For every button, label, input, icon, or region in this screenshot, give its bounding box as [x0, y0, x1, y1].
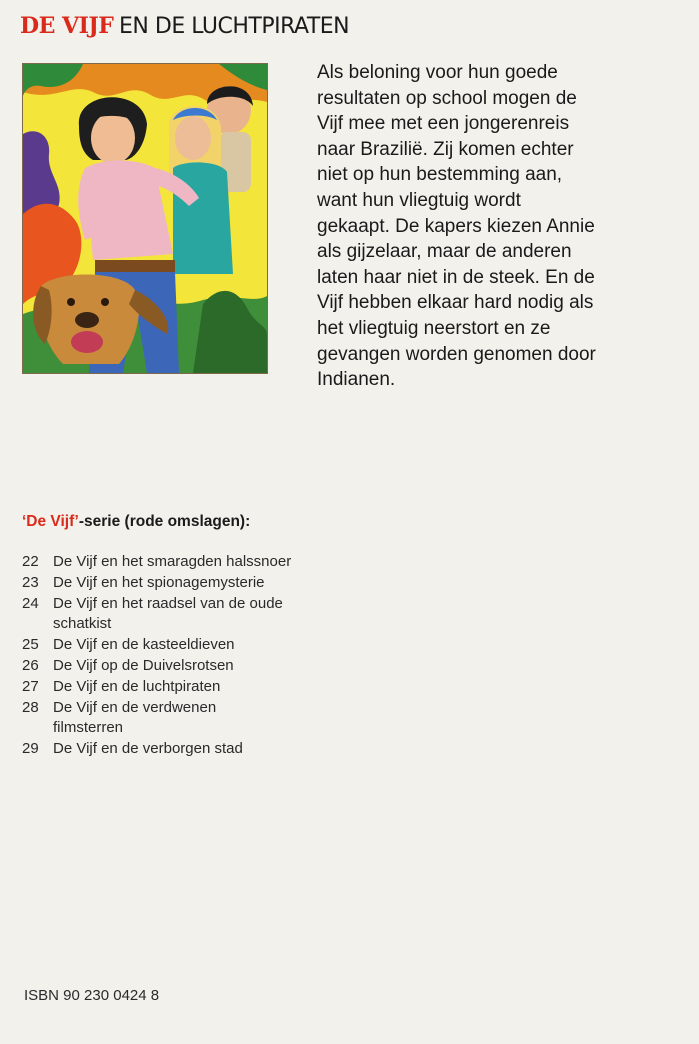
book-number: 24	[22, 594, 39, 612]
book-title: De Vijf en het spionagemysterie	[53, 573, 265, 591]
series-brand-title: DE VIJF	[20, 13, 114, 39]
book-title: De Vijf en het raadsel van de oude schatkist	[53, 594, 283, 633]
book-number: 27	[22, 677, 39, 695]
cover-illustration	[22, 63, 268, 374]
book-number: 28	[22, 698, 39, 716]
book-title: De Vijf en de verborgen stad	[53, 740, 243, 758]
book-number: 22	[22, 553, 39, 570]
book-number: 23	[22, 573, 39, 591]
book-title: De Vijf en de verdwenen filmsterren	[53, 698, 217, 737]
series-heading-brand: ‘De Vijf’	[22, 513, 79, 530]
list-item	[22, 552, 363, 573]
series-book-list	[22, 552, 363, 760]
isbn-number: ISBN 90 230 0424 8	[24, 987, 160, 1004]
book-title: De Vijf en de kasteeldieven	[53, 636, 235, 654]
book-number: 26	[22, 656, 39, 674]
book-number: 29	[22, 740, 39, 758]
book-number: 25	[22, 636, 39, 654]
list-item	[22, 573, 363, 594]
book-title: De Vijf op de Duivelsrotsen	[53, 656, 234, 674]
list-item	[22, 635, 363, 656]
back-cover-blurb: Als beloning voor hun goede resultaten op school mogen de Vijf mee met een jongerenreis naar Brazilië. Zij komen echter niet op hun bestemming aan, want hun vliegtuig wordt gekaapt. De kapers kiezen Annie als gijzelaar, maar de anderen laten haar niet in de steek. En de Vijf hebben elkaar hard nodig als het vliegtuig neerstort en ze gevangen worden genomen door Indianen.	[317, 62, 596, 391]
list-item	[22, 698, 363, 740]
series-heading	[22, 513, 250, 531]
book-subtitle: EN DE LUCHTPIRATEN	[119, 14, 350, 39]
book-title: De Vijf en de luchtpiraten	[53, 677, 221, 695]
list-item	[22, 594, 363, 636]
list-item	[22, 739, 363, 760]
list-item	[22, 677, 363, 698]
list-item	[22, 656, 363, 677]
book-title-heading	[20, 12, 349, 41]
series-heading-rest: -serie (rode omslagen):	[78, 513, 251, 530]
book-title: De Vijf en het smaragden halssnoer	[53, 553, 292, 570]
